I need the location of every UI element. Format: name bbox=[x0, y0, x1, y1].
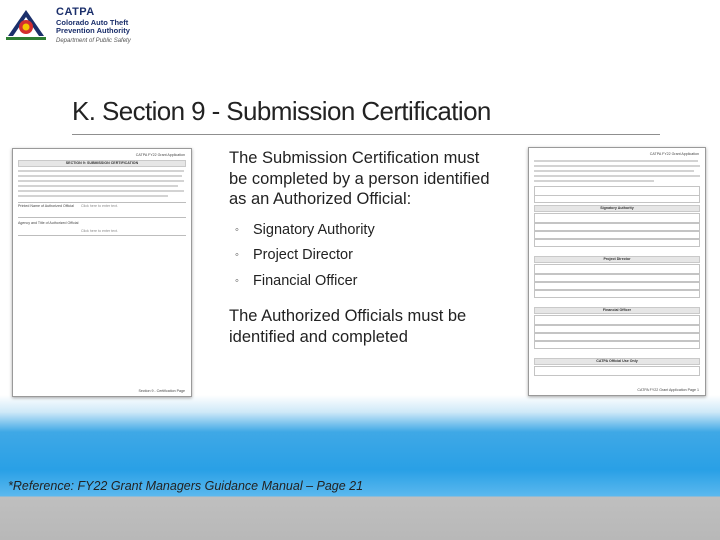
bullet-icon: ◦ bbox=[235, 249, 239, 261]
bullet-icon: ◦ bbox=[235, 223, 239, 236]
authorized-officials-list bbox=[235, 218, 499, 295]
catpa-logo bbox=[6, 4, 146, 44]
list-item-text: Financial Officer bbox=[253, 272, 358, 289]
doc-text-line bbox=[534, 165, 700, 167]
intro-paragraph: The Submission Certification must be completed by a person identified as an Authorized Official: bbox=[229, 149, 490, 208]
logo-department: Department of Public Safety bbox=[56, 38, 131, 44]
certification-page-thumbnail bbox=[12, 148, 192, 397]
signature-page-thumbnail bbox=[528, 147, 706, 396]
doc-field-row bbox=[534, 333, 700, 341]
doc-text-line bbox=[534, 160, 698, 162]
slide-body bbox=[229, 148, 499, 347]
left-doc-section-header bbox=[18, 160, 186, 167]
director-section-title: Project Director bbox=[603, 257, 631, 261]
slide-title: K. Section 9 - Submission Certification bbox=[72, 96, 491, 126]
bullet-icon: ◦ bbox=[235, 274, 239, 287]
left-doc-section-title: SECTION 9: SUBMISSION CERTIFICATION bbox=[65, 161, 139, 165]
list-item bbox=[235, 218, 499, 244]
list-item-text: Project Director bbox=[253, 247, 353, 263]
official-use-title: CATPA Official Use Only bbox=[596, 359, 638, 363]
doc-field-row bbox=[534, 274, 700, 282]
doc-field-row bbox=[534, 366, 700, 376]
doc-field-row bbox=[534, 239, 700, 247]
signatory-section-title: Signatory Authority bbox=[600, 206, 634, 210]
doc-text-line bbox=[534, 175, 700, 177]
logo-fullname bbox=[56, 19, 151, 35]
right-doc-footer: CATPA FY22 Grant Application Page 1 bbox=[637, 388, 699, 392]
list-item-text: Signatory Authority bbox=[253, 221, 375, 238]
left-doc-footer: Section 9 - Certification Page bbox=[138, 389, 185, 393]
logo-line-2: Prevention Authority bbox=[56, 26, 130, 35]
doc-divider bbox=[18, 235, 186, 236]
title-divider bbox=[72, 134, 660, 135]
doc-text-line bbox=[18, 175, 182, 177]
left-doc-field2-label: Agency and Title of Authorized Official bbox=[18, 221, 79, 225]
doc-field-row bbox=[534, 315, 700, 325]
left-doc-field1-value: Click here to enter text. bbox=[81, 204, 118, 208]
doc-field-row bbox=[534, 264, 700, 274]
director-section-header bbox=[534, 256, 700, 263]
closing-paragraph: The Authorized Officials must be identified and completed bbox=[229, 307, 467, 346]
list-item bbox=[235, 243, 499, 269]
doc-field-row bbox=[534, 341, 700, 349]
left-doc-header: CATPA FY22 Grant Application bbox=[135, 153, 185, 157]
logo-line-1: Colorado Auto Theft bbox=[56, 18, 129, 27]
signatory-section-header bbox=[534, 205, 700, 212]
financial-section-title: Financial Officer bbox=[602, 308, 632, 312]
doc-text-line bbox=[534, 170, 694, 172]
doc-text-line bbox=[18, 180, 184, 182]
reference-footnote: *Reference: FY22 Grant Managers Guidance Manual – Page 21 bbox=[8, 479, 364, 493]
left-doc-field2-value: Click here to enter text. bbox=[81, 229, 118, 233]
doc-field-row bbox=[534, 325, 700, 333]
left-doc-field1-label: Printed Name of Authorized Official bbox=[18, 204, 74, 208]
doc-divider bbox=[18, 202, 186, 203]
official-use-header bbox=[534, 358, 700, 365]
doc-field-row bbox=[534, 223, 700, 231]
doc-field-row bbox=[534, 290, 700, 298]
doc-text-line bbox=[18, 190, 184, 192]
doc-text-line bbox=[534, 180, 654, 182]
financial-section-header bbox=[534, 307, 700, 314]
doc-text-line bbox=[18, 195, 168, 197]
doc-field-row bbox=[534, 231, 700, 239]
logo-acronym: CATPA bbox=[56, 6, 95, 18]
doc-field-row bbox=[534, 282, 700, 290]
right-doc-header: CATPA FY22 Grant Application bbox=[649, 152, 699, 156]
list-item bbox=[235, 269, 499, 295]
doc-text-line bbox=[18, 170, 184, 172]
doc-field-row bbox=[534, 195, 700, 203]
doc-divider bbox=[18, 217, 186, 218]
colorado-flag-icon bbox=[6, 6, 46, 40]
doc-field-row bbox=[534, 213, 700, 223]
doc-text-line bbox=[18, 185, 178, 187]
